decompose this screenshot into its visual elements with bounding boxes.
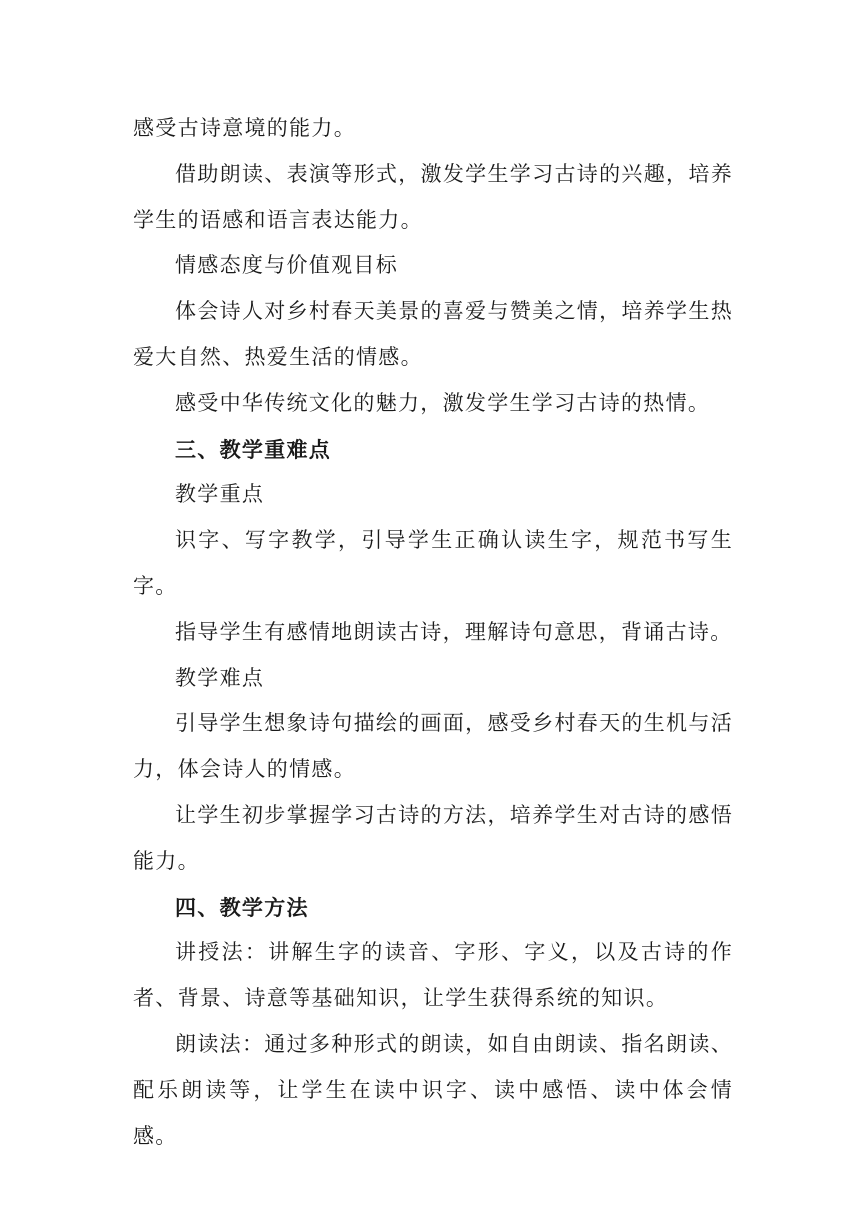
paragraph-reading-method: 朗读法：通过多种形式的朗读，如自由朗读、指名朗读、配乐朗读等，让学生在读中识字、读中感悟、读中体会情感。	[133, 1031, 733, 1148]
paragraph-appreciation: 体会诗人对乡村春天美景的喜爱与赞美之情，培养学生热爱大自然、热爱生活的情感。	[133, 299, 733, 369]
paragraph-culture: 感受中华传统文化的魅力，激发学生学习古诗的热情。	[175, 390, 711, 415]
paragraph-continuation: 感受古诗意境的能力。	[133, 116, 356, 140]
paragraph-reading-performance: 借助朗读、表演等形式，激发学生学习古诗的兴趣，培养学生的语感和语言表达能力。	[133, 161, 733, 232]
paragraph-imagination: 引导学生想象诗句描绘的画面，感受乡村春天的生机与活力，体会诗人的情感。	[133, 711, 733, 782]
paragraph-lecture-method: 讲授法：讲解生字的读音、字形、字义，以及古诗的作者、背景、诗意等基础知识，让学生获得系统的知识。	[133, 940, 733, 1011]
paragraph-methods-mastery: 让学生初步掌握学习古诗的方法，培养学生对古诗的感悟能力。	[133, 802, 733, 873]
subheading-emotion-goals: 情感态度与价值观目标	[175, 253, 398, 278]
document-body	[133, 106, 733, 1159]
paragraph-recitation: 指导学生有感情地朗读古诗，理解诗句意思，背诵古诗。	[175, 619, 733, 644]
subheading-key-point: 教学重点	[175, 482, 265, 507]
paragraph-literacy: 识字、写字教学，引导学生正确认读生字，规范书写生字。	[133, 528, 733, 598]
section-heading-teaching-methods: 四、教学方法	[175, 894, 309, 920]
subheading-difficulty: 教学难点	[175, 665, 265, 690]
section-heading-key-points: 三、教学重难点	[175, 436, 332, 462]
